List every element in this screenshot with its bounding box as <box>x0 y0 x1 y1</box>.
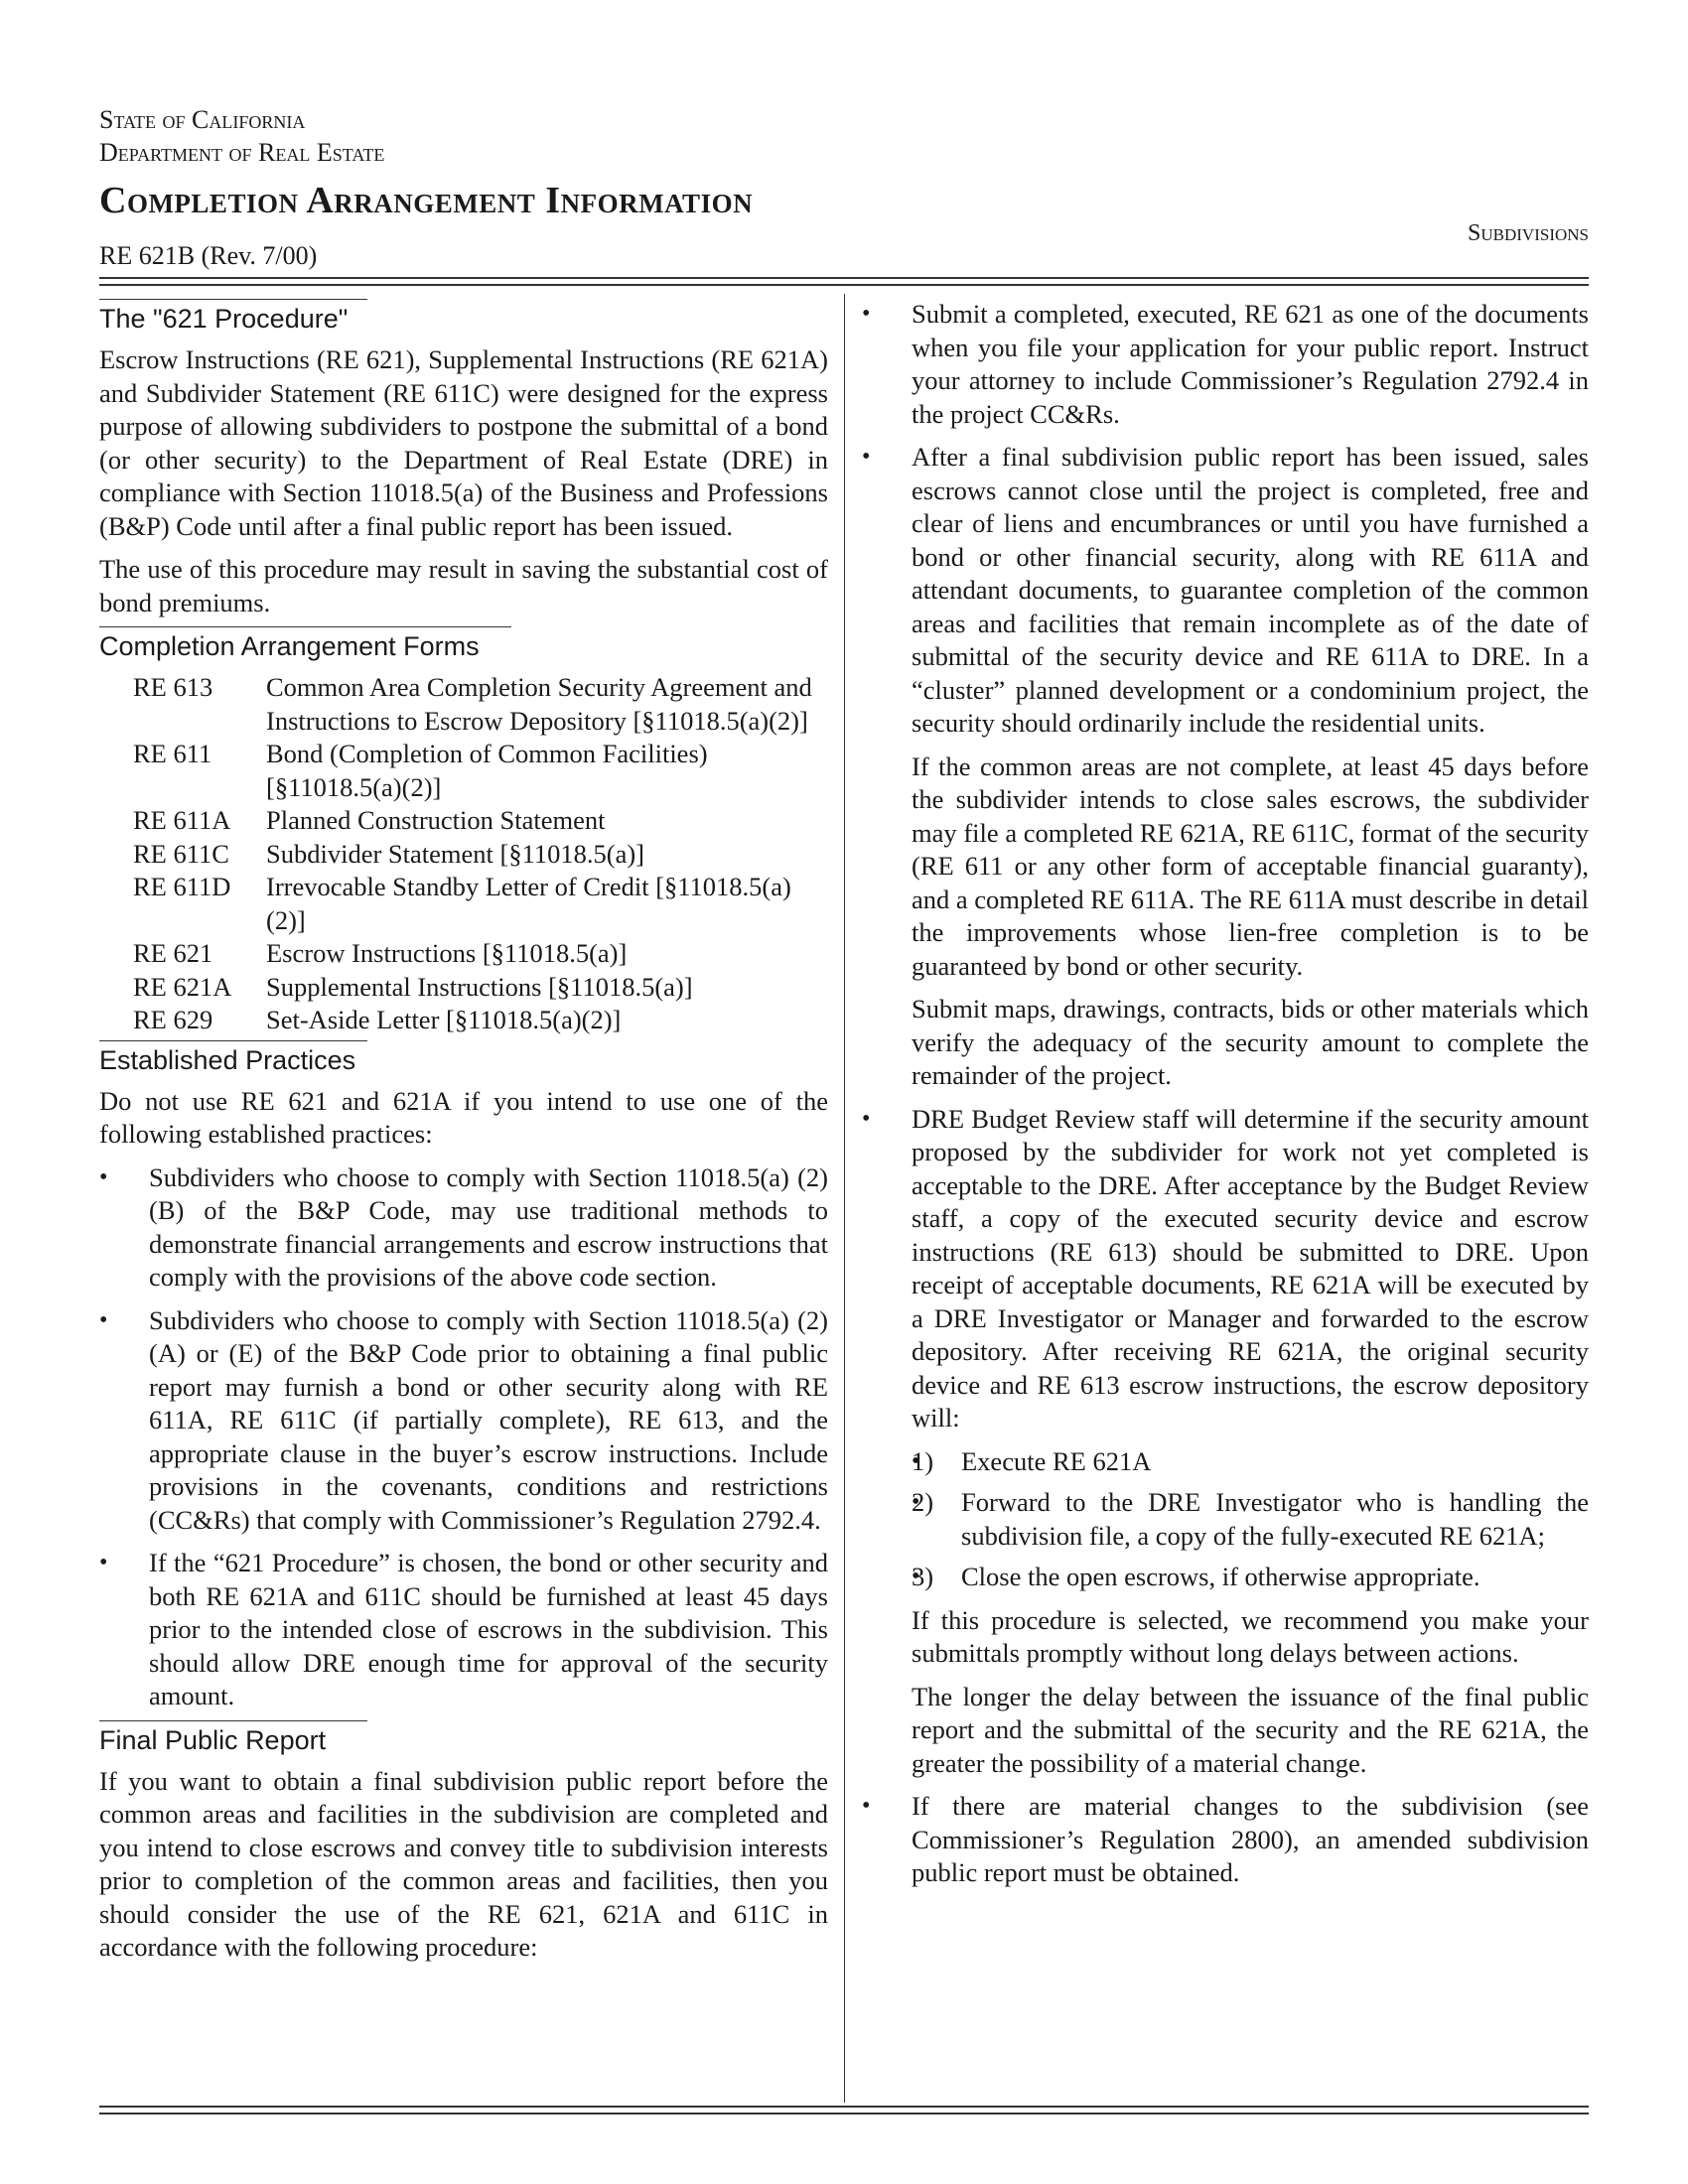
bullet-text: If this procedure is selected, we recommend you make your submittals promptly without long delays between actions. <box>912 1604 1589 1668</box>
step-item <box>912 1445 1589 1479</box>
form-row <box>133 671 828 738</box>
forms-list <box>133 671 828 1037</box>
list-item <box>862 298 1589 431</box>
procedure-steps-list <box>862 298 1589 1890</box>
form-description: Planned Construction Statement <box>266 805 606 835</box>
form-code: RE 629 <box>133 1005 213 1034</box>
page-title: Completion Arrangement Information <box>99 180 754 221</box>
list-item <box>862 441 1589 1093</box>
form-number: RE 621B (Rev. 7/00) <box>99 241 318 270</box>
form-code: RE 621A <box>133 971 232 1002</box>
practices-intro: Do not use RE 621 and 621A if you intend to use one of the following established practices: <box>99 1085 828 1149</box>
list-item: • Subdividers who choose to comply with Section 11018.5(a) (2)(B) of the B&P Code, may use traditional methods to demonstrate financial arrangements and escrow instructions that comply with the provisions of the above code section. <box>99 1161 828 1295</box>
escrow-steps <box>912 1445 1589 1594</box>
bullet-text: • After a final subdivision public report has been issued, sales escrows cannot close until the project is completed, free and clear of liens and encumbrances or until you have furnished a bond or other financial security, along with RE 611A and attendant documents, to guarantee completion of the common areas and facilities that remain incomplete as of the date of submittal of the security device and RE 611A to DRE. In a “cluster” planned development or a condominium project, the security should ordinarily include the residential units. <box>912 442 1589 738</box>
list-item <box>862 1103 1589 1781</box>
list-item: • If the “621 Procedure” is chosen, the bond or other security and both RE 621A and 611C should be furnished at least 45 days prior to the intended close of escrows in the subdivision. This should allow DRE enough time for approval of the security amount. <box>99 1547 828 1713</box>
footer-rule-top <box>99 2106 1589 2108</box>
bullet-text: • If there are material changes to the subdivision (see Commissioner’s Regulation 2800), an amended subdivision public report must be obtained. <box>912 1791 1589 1887</box>
form-description: Set-Aside Letter [§11018.5(a)(2)] <box>266 1005 622 1034</box>
step-text: Execute RE 621A <box>961 1445 1152 1476</box>
form-row <box>133 804 828 838</box>
procedure-heading: The "621 Procedure" <box>99 302 828 336</box>
column-divider <box>844 294 845 2103</box>
bullet-text: • Submit a completed, executed, RE 621 as one of the documents when you file your application for your public report. Instruct your attorney to include Commissioner’s Regulation 2792.4 in the project CC&Rs. <box>912 299 1589 429</box>
form-row <box>133 838 828 872</box>
footer-rule-bottom <box>99 2113 1589 2115</box>
state-name: State of California <box>99 105 306 134</box>
header-rule-top <box>99 277 1589 279</box>
form-description: Bond (Completion of Common Facilities) [§11018.5(a)(2)] <box>266 739 708 802</box>
step-number: • 1) <box>912 1445 934 1476</box>
step-text: Close the open escrows, if otherwise appropriate. <box>961 1562 1480 1591</box>
form-description: Supplemental Instructions [§11018.5(a)] <box>266 971 693 1002</box>
form-row <box>133 1004 828 1037</box>
bullet-text: If the common areas are not complete, at least 45 days before the subdivider intends to close sales escrows, the subdivider may file a completed RE 621A, RE 611C, format of the security (RE 611 or any other form of acceptable financial guaranty), and a completed RE 611A. The RE 611A must describe in detail the improvements whose lien-free completion is to be guaranteed by bond or other security. <box>912 751 1589 981</box>
form-code: RE 611A <box>133 805 231 835</box>
list-item: • Subdividers who choose to comply with Section 11018.5(a) (2)(A) or (E) of the B&P Code prior to obtaining a final public report may furnish a bond or other security along with RE 611A, RE 611C (if partially complete), RE 613, and the appropriate clause in the buyer’s escrow instructions. Include provisions in the covenants, conditions and restrictions (CC&Rs) that comply with Commissioner’s Regulation 2792.4. <box>99 1304 828 1538</box>
step-number: • 3) <box>912 1562 934 1591</box>
final-report-heading: Final Public Report <box>99 1723 828 1757</box>
left-column <box>99 298 828 1975</box>
form-row <box>133 971 828 1005</box>
step-text: Forward to the DRE Investigator who is handling the subdivision file, a copy of the fully-executed RE 621A; <box>961 1487 1589 1551</box>
form-row <box>133 738 828 804</box>
procedure-paragraph-1: Escrow Instructions (RE 621), Supplemental Instructions (RE 621A) and Subdivider Statement (RE 611C) were designed for the express purpose of allowing subdividers to postpone the submittal of a bond (or other security) to the Department of Real Estate (DRE) in compliance with Section 11018.5(a) of the Business and Professions (B&P) Code until after a final public report has been issued. <box>99 344 828 541</box>
final-report-paragraph: If you want to obtain a final subdivision public report before the common areas and facilities in the subdivision are completed and you intend to close escrows and convey title to subdivision interests prior to completion of the common areas and facilities, then you should consider the use of the RE 621, 621A and 611C in accordance with the following procedure: <box>99 1765 828 1962</box>
bullet-text: The longer the delay between the issuance of the final public report and the submittal of the security and the RE 621A, the greater the possibility of a material change. <box>912 1681 1589 1778</box>
practices-list <box>99 1161 828 1713</box>
practices-heading: Established Practices <box>99 1043 828 1077</box>
form-description: Common Area Completion Security Agreement and Instructions to Escrow Depository [§11018.5(a)(2)] <box>266 672 812 736</box>
department-name: Department of Real Estate <box>99 138 385 167</box>
step-item <box>912 1486 1589 1553</box>
header-rule-bottom <box>99 284 1589 286</box>
procedure-paragraph-2: The use of this procedure may result in saving the substantial cost of bond premiums. <box>99 554 828 617</box>
form-description: Irrevocable Standby Letter of Credit [§11018.5(a)(2)] <box>266 872 791 935</box>
form-row <box>133 871 828 937</box>
form-code: RE 621 <box>133 938 213 968</box>
form-description: Escrow Instructions [§11018.5(a)] <box>266 938 628 968</box>
bullet-text: Submit maps, drawings, contracts, bids or other materials which verify the adequacy of the security amount to complete the remainder of the project. <box>912 994 1589 1090</box>
form-code: RE 611D <box>133 872 231 901</box>
form-code: RE 611C <box>133 838 229 869</box>
bullet-text: • DRE Budget Review staff will determine if the security amount proposed by the subdivider for work not yet completed is acceptable to the DRE. After acceptance by the Budget Review staff, a copy of the executed security device and escrow instructions (RE 613) should be submitted to DRE. Upon receipt of acceptable documents, RE 621A will be executed by a DRE Investigator or Manager and forwarded to the escrow depository. After receiving RE 621A, the original security device and RE 613 escrow instructions, the escrow depository will: <box>912 1103 1589 1433</box>
form-code: RE 613 <box>133 672 213 702</box>
form-row <box>133 937 828 971</box>
section-label: Subdivisions <box>1468 220 1589 246</box>
step-item <box>912 1561 1589 1594</box>
list-item <box>862 1790 1589 1890</box>
step-number: • 2) <box>912 1487 934 1517</box>
form-code: RE 611 <box>133 739 212 768</box>
form-description: Subdivider Statement [§11018.5(a)] <box>266 838 644 869</box>
right-column <box>862 298 1589 1900</box>
forms-heading: Completion Arrangement Forms <box>99 629 828 663</box>
